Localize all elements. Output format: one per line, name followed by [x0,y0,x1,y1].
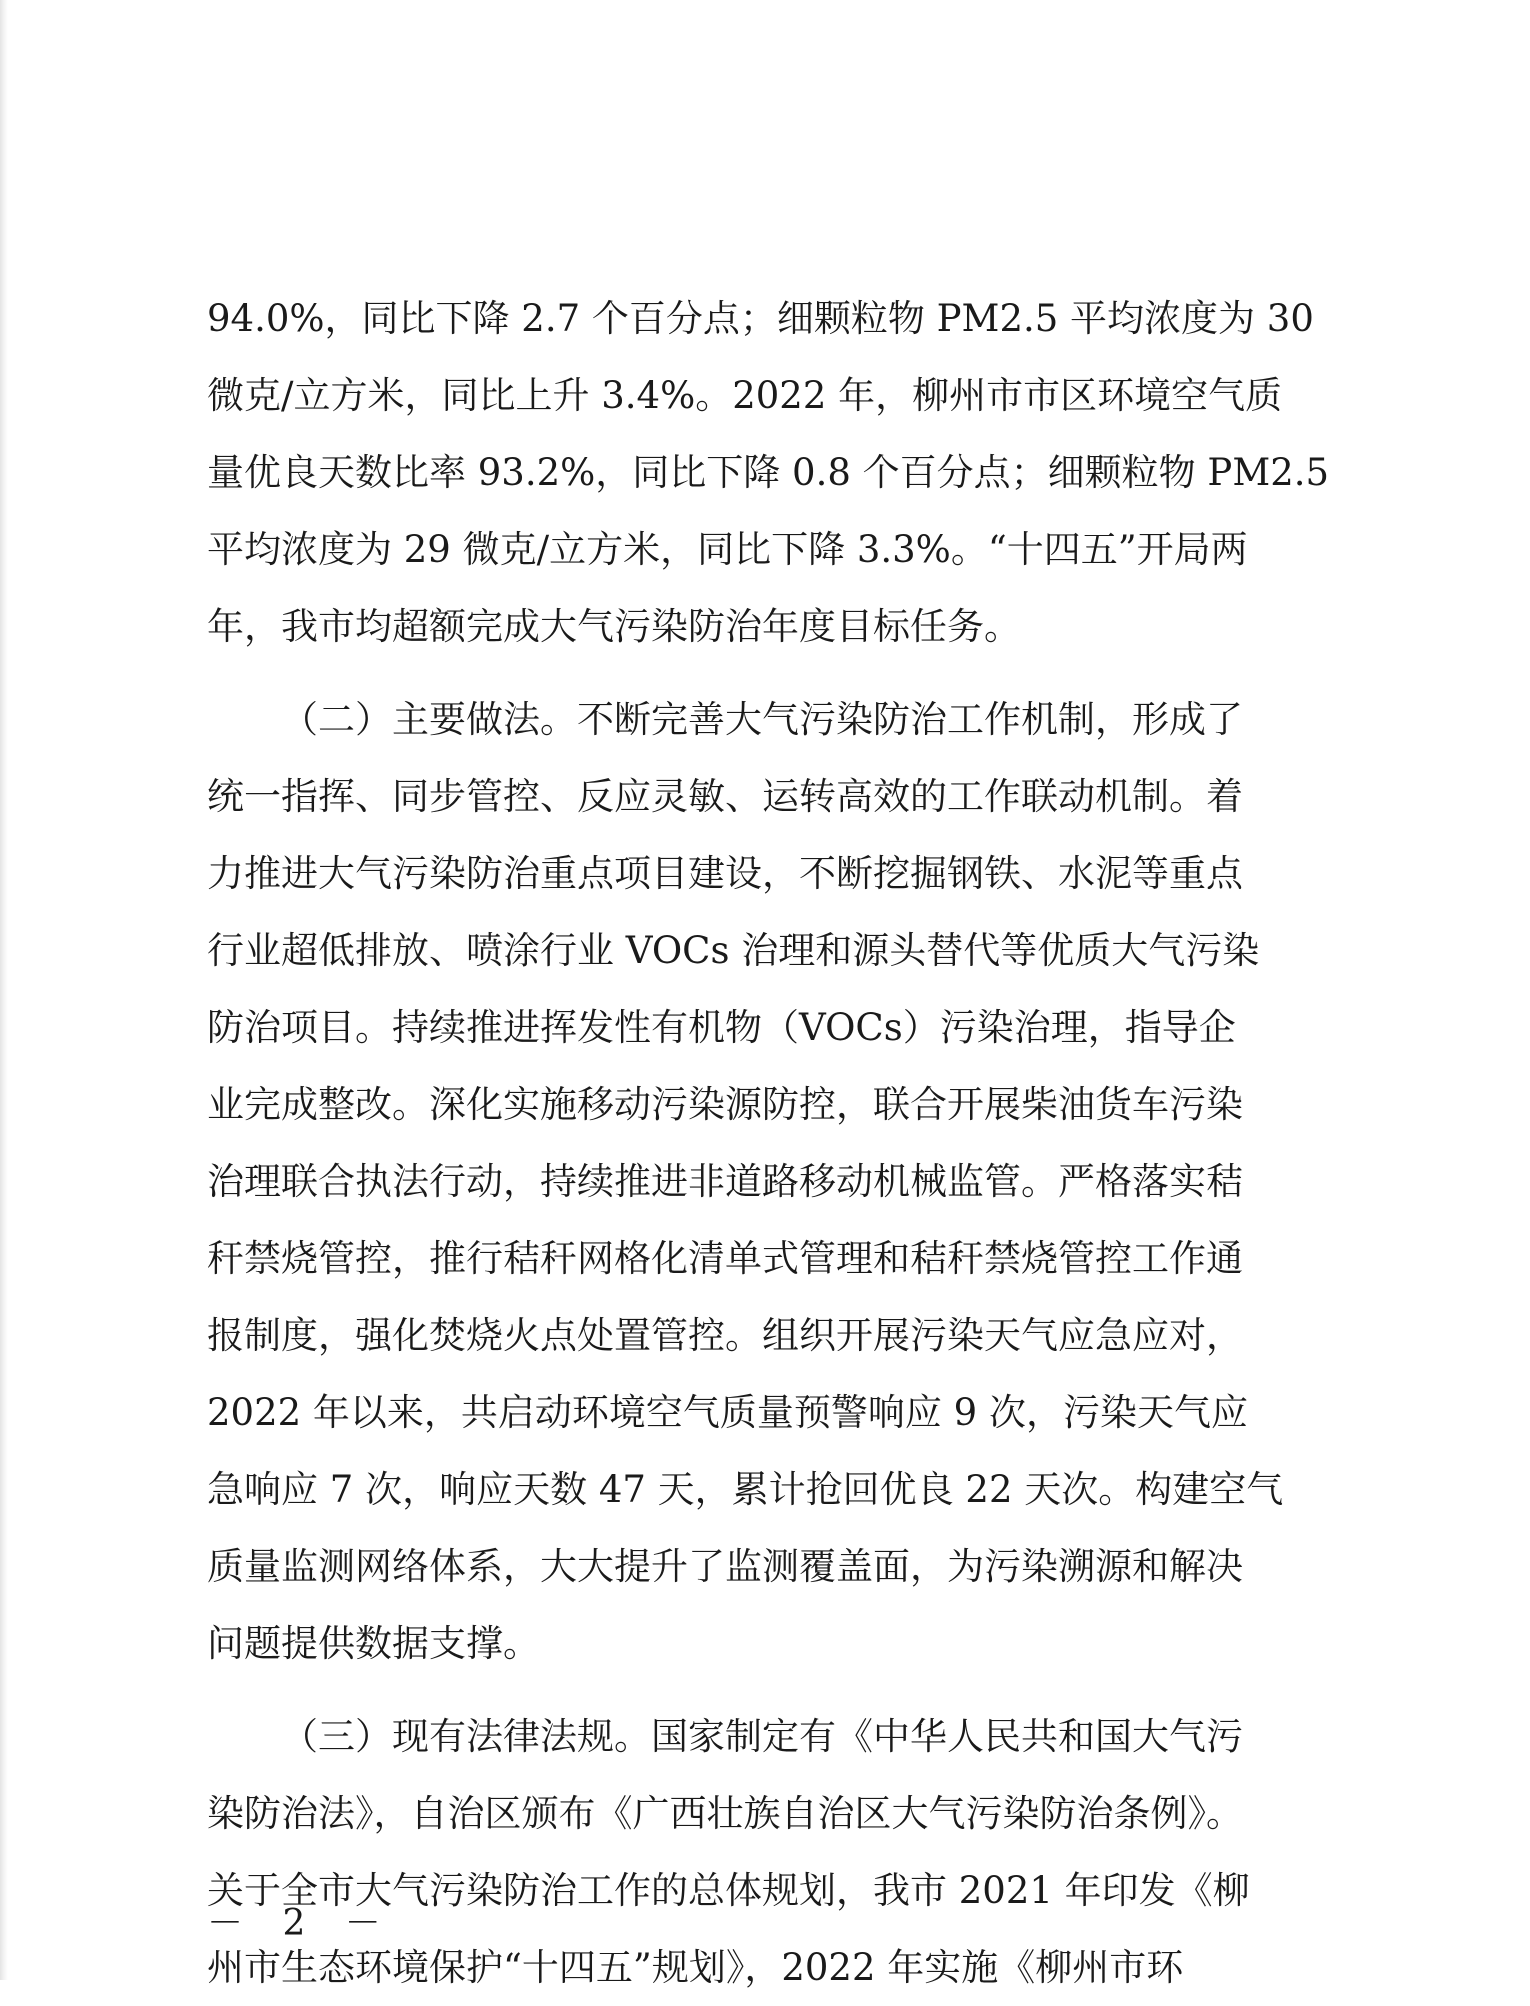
text-line: 报制度，强化焚烧火点处置管控。组织开展污染天气应急应对， [207,1314,1243,1357]
text-line: 统一指挥、同步管控、反应灵敏、运转高效的工作联动机制。着 [207,775,1243,818]
text-line: 微克/立方米，同比上升 3.4%。2022 年，柳州市市区环境空气质 [207,374,1283,417]
text-line: 年，我市均超额完成大气污染防治年度目标任务。 [207,605,1021,648]
text-line: 质量监测网络体系，大大提升了监测覆盖面，为污染溯源和解决 [207,1545,1243,1588]
text-line: 染防治法》，自治区颁布《广西壮族自治区大气污染防治条例》。 [207,1792,1243,1835]
text-line: 94.0%，同比下降 2.7 个百分点；细颗粒物 PM2.5 平均浓度为 30 [207,297,1314,340]
text-line: 秆禁烧管控，推行秸秆网格化清单式管理和秸秆禁烧管控工作通 [207,1237,1243,1280]
text-line: 治理联合执法行动，持续推进非道路移动机械监管。严格落实秸 [207,1160,1243,1203]
text-line: 量优良天数比率 93.2%，同比下降 0.8 个百分点；细颗粒物 PM2.5 [207,451,1330,494]
text-line: 州市生态环境保护“十四五”规划》，2022 年实施《柳州市环 [207,1946,1184,1989]
text-line: 问题提供数据支撑。 [207,1622,540,1665]
text-line: （二）主要做法。不断完善大气污染防治工作机制，形成了 [281,698,1243,741]
text-line: 行业超低排放、喷涂行业 VOCs 治理和源头替代等优质大气污染 [207,929,1260,972]
text-line: 平均浓度为 29 微克/立方米，同比下降 3.3%。“十四五”开局两 [207,528,1248,571]
scan-edge [0,0,8,1980]
text-line: 关于全市大气污染防治工作的总体规划，我市 2021 年印发《柳 [207,1869,1250,1912]
text-line: （三）现有法律法规。国家制定有《中华人民共和国大气污 [281,1715,1243,1758]
page-number: － 2 － [207,1903,395,1944]
text-line: 防治项目。持续推进挥发性有机物（VOCs）污染治理，指导企 [207,1006,1236,1049]
text-line: 力推进大气污染防治重点项目建设，不断挖掘钢铁、水泥等重点 [207,852,1243,895]
document-body [207,280,1330,2006]
text-line: 急响应 7 次，响应天数 47 天，累计抢回优良 22 天次。构建空气 [207,1468,1284,1511]
text-line: 2022 年以来，共启动环境空气质量预警响应 9 次，污染天气应 [207,1391,1248,1434]
text-line: 业完成整改。深化实施移动污染源防控，联合开展柴油货车污染 [207,1083,1243,1126]
